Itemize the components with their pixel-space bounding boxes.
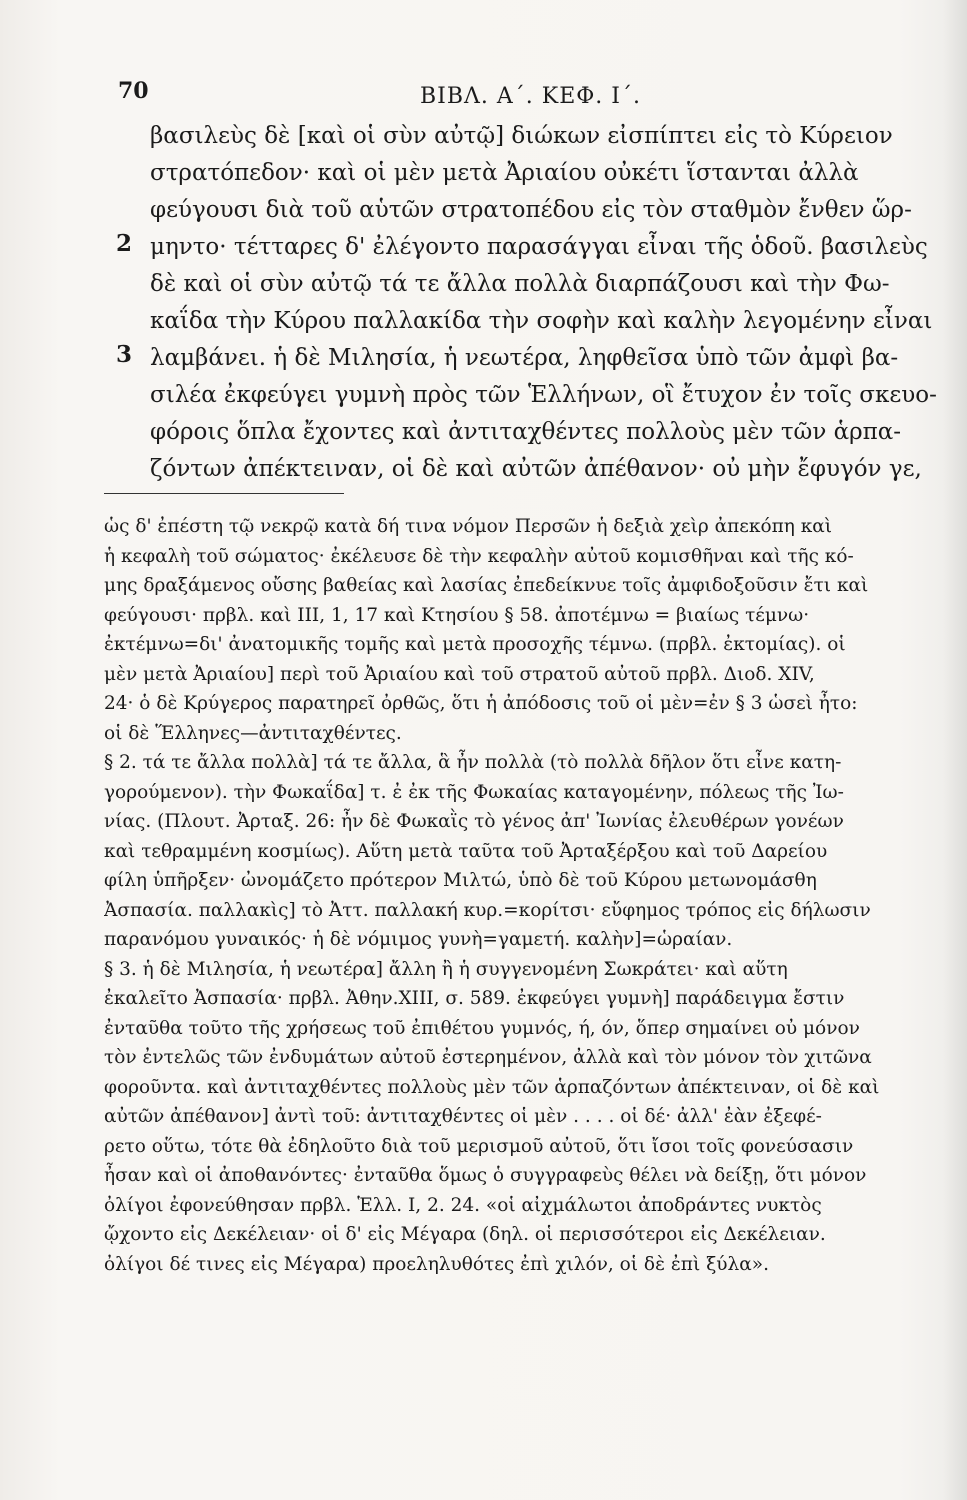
note-line: ρετο οὕτω, τότε θὰ ἐδηλοῦτο διὰ τοῦ μερισμοῦ αὐτοῦ, ὅτι ἴσοι τοῖς φονεύσασιν (104, 1135, 854, 1157)
main-text-line: φεύγουσι διὰ τοῦ αὑτῶν στρατοπέδου εἰς τὸν σταθμὸν ἔνθεν ὥρ- (150, 197, 912, 223)
main-text-block (150, 118, 940, 488)
note-line: μης δραξάμενος οὔσης βαθείας καὶ λασίας ἐπεδείκνυε τοῖς ἀμφιδοξοῦσιν ἔτι καὶ (104, 575, 869, 596)
note-line: ᾤχοντο εἰς Δεκέλειαν· οἱ δ' εἰς Μέγαρα (δηλ. οἱ περισσότεροι εἰς Δεκέλειαν. (104, 1224, 826, 1245)
note-line: αὐτῶν ἀπέθανον] ἀντὶ τοῦ: ἀντιταχθέντες οἱ μὲν . . . . οἱ δέ· ἀλλ' ἐὰν ἐξεφέ- (104, 1106, 822, 1127)
main-text-line: βασιλεὺς δὲ [καὶ οἱ σὺν αὐτῷ] διώκων εἰσπίπτει εἰς τὸ Κύρειον (150, 123, 893, 149)
main-text-line: φόροις ὅπλα ἔχοντες καὶ ἀντιταχθέντες πολλοὺς μὲν τῶν ἁρπα- (150, 419, 902, 445)
main-text-line: ζόντων ἀπέκτειναν, οἱ δὲ καὶ αὐτῶν ἀπέθανον· οὐ μὴν ἔφυγόν γε, (150, 456, 922, 482)
note-line: ὀλίγοι ἐφονεύθησαν πρβλ. Ἑλλ. I, 2. 24. «οἱ αἰχμάλωτοι ἀποδράντες νυκτὸς (104, 1194, 822, 1216)
note-line: Ἀσπασία. παλλακὶς] τὸ Ἀττ. παλλακή κυρ.=κορίτσι· εὔφημος τρόπος εἰς δήλωσιν (104, 899, 871, 921)
main-text-line: στρατόπεδον· καὶ οἱ μὲν μετὰ Ἀριαίου οὐκέτι ἵστανται ἀλλὰ (150, 160, 859, 186)
note-line: γορούμενον). τὴν Φωκαΐδα] τ. ἐ ἐκ τῆς Φωκαίας καταγομένην, πόλεως τῆς Ἰω- (104, 781, 844, 803)
page-number: 70 (118, 78, 149, 104)
note-line: φίλη ὑπῆρξεν· ὠνομάζετο πρότερον Μιλτώ, ὑπὸ δὲ τοῦ Κύρου μετωνομάσθη (104, 870, 817, 891)
note-line: τὸν ἐντελῶς τῶν ἐνδυμάτων αὐτοῦ ἐστερημένον, ἀλλὰ καὶ τὸν μόνον τὸν χιτῶνα (104, 1047, 872, 1068)
commentary-notes (104, 512, 936, 1279)
page-edge-shadow (943, 0, 967, 1500)
footnote-divider (104, 493, 344, 494)
note-line: § 3. ἡ δὲ Μιλησία, ἡ νεωτέρα] ἄλλη ἢ ἡ συγγενομένη Σωκράτει· καὶ αὕτη (104, 958, 788, 980)
note-line: νίας. (Πλουτ. Ἀρταξ. 26: ἦν δὲ Φωκαῒς τὸ γένος ἀπ' Ἰωνίας ἐλευθέρων γονέων (104, 811, 844, 832)
note-line: οἱ δὲ Ἕλληνες—ἀντιταχθέντες. (104, 722, 402, 744)
running-header: ΒΙΒΛ. Α΄. ΚΕΦ. Ι΄. (420, 84, 641, 109)
note-line: ἡ κεφαλὴ τοῦ σώματος· ἐκέλευσε δὲ τὴν κεφαλὴν αὐτοῦ κομισθῆναι καὶ τῆς κό- (104, 545, 854, 567)
note-line: § 2. τά τε ἄλλα πολλὰ] τά τε ἄλλα, ἃ ἦν πολλὰ (τὸ πολλὰ δῆλον ὅτι εἶνε κατη- (104, 752, 842, 773)
main-text-line: λαμβάνει. ἡ δὲ Μιλησία, ἡ νεωτέρα, ληφθεῖσα ὑπὸ τῶν ἀμφὶ βα- (150, 345, 899, 371)
note-line: ἦσαν καὶ οἱ ἀποθανόντες· ἐνταῦθα ὅμως ὁ συγγραφεὺς θέλει νὰ δείξῃ, ὅτι μόνον (104, 1165, 867, 1186)
note-line: φοροῦντα. καὶ ἀντιταχθέντες πολλοὺς μὲν τῶν ἁρπαζόντων ἀπέκτειναν, οἱ δὲ καὶ (104, 1076, 880, 1098)
note-line: ὡς δ' ἐπέστη τῷ νεκρῷ κατὰ δή τινα νόμον Περσῶν ἡ δεξιὰ χεὶρ ἀπεκόπη καὶ (104, 516, 833, 537)
note-line: ἐνταῦθα τοῦτο τῆς χρήσεως τοῦ ἐπιθέτου γυμνός, ή, όν, ὅπερ σημαίνει οὐ μόνον (104, 1017, 860, 1039)
main-text-line: καΐδα τὴν Κύρου παλλακίδα τὴν σοφὴν καὶ καλὴν λεγομένην εἶναι (150, 308, 933, 334)
note-line: φεύγουσι· πρβλ. καὶ III, 1, 17 καὶ Κτησίου § 58. ἀποτέμνω = βιαίως τέμνω· (104, 604, 810, 626)
note-line: ἐκαλεῖτο Ἀσπασία· πρβλ. Ἀθην.XIII, σ. 589. ἐκφεύγει γυμνὴ] παράδειγμα ἔστιν (104, 988, 845, 1009)
note-line: ἐκτέμνω=δι' ἀνατομικῆς τομῆς καὶ μετὰ προσοχῆς τέμνω. (πρβλ. ἐκτομίας). οἱ (104, 634, 846, 655)
main-text-line: σιλέα ἐκφεύγει γυμνὴ πρὸς τῶν Ἑλλήνων, οἳ ἔτυχον ἐν τοῖς σκευο- (150, 382, 937, 408)
note-line: 24· ὁ δὲ Κρύγερος παρατηρεῖ ὀρθῶς, ὅτι ἡ ἀπόδοσις τοῦ οἱ μὲν=ἐν § 3 ὡσεὶ ἦτο: (104, 693, 858, 714)
section-number-3: 3 (116, 341, 133, 368)
main-text-line: δὲ καὶ οἱ σὺν αὐτῷ τά τε ἄλλα πολλὰ διαρπάζουσι καὶ τὴν Φω- (150, 271, 890, 297)
main-text-line: μηντο· τέτταρες δ' ἐλέγοντο παρασάγγαι εἶναι τῆς ὁδοῦ. βασιλεὺς (150, 234, 928, 260)
section-number-2: 2 (116, 230, 133, 257)
note-line: ὀλίγοι δέ τινες εἰς Μέγαρα) προεληλυθότες ἐπὶ χιλόν, οἱ δὲ ἐπὶ ξύλα». (104, 1253, 769, 1275)
note-line: μὲν μετὰ Ἀριαίου] περὶ τοῦ Ἀριαίου καὶ τοῦ στρατοῦ αὐτοῦ πρβλ. Διοδ. XIV, (104, 663, 815, 685)
note-line: καὶ τεθραμμένη κοσμίως). Αὕτη μετὰ ταῦτα τοῦ Ἀρταξέρξου καὶ τοῦ Δαρείου (104, 840, 828, 862)
note-line: παρανόμου γυναικός· ἡ δὲ νόμιμος γυνὴ=γαμετή. καλὴν]=ὡραίαν. (104, 929, 733, 950)
